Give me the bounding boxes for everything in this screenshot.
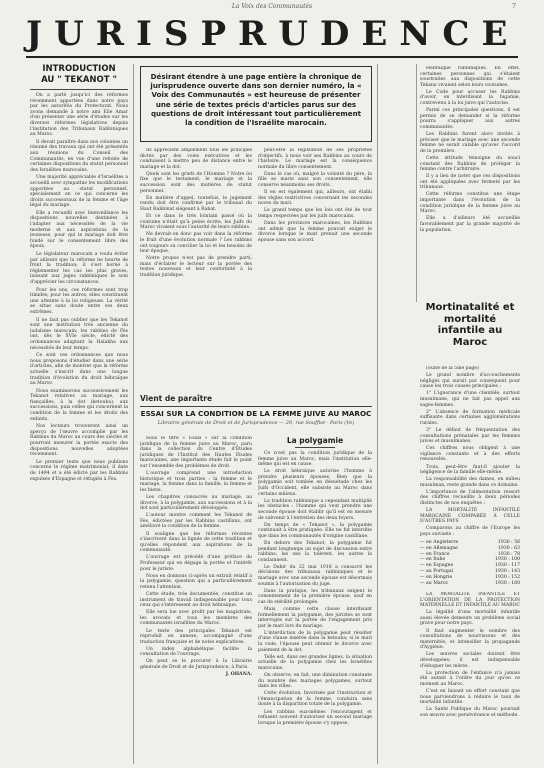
paragraph: Cette réforme constitue une étape importante dans l'évolution de la condition juridique de la femme juive au Maroc.	[420, 192, 520, 215]
paragraph: Une majorité appréciable d'Israélites a accueilli avec sympathie les modifications apportées au statut personnel, spécialement en ce qui concerne les droits successoraux de la femme et l'âge légal du mariage.	[30, 175, 128, 209]
rate-cell: 1930 : 117	[495, 563, 520, 569]
paragraph: Parmi ces principales questions, il est permis de se demander si la réforme pourra s'appliquer aux autres communautés.	[420, 108, 520, 130]
mortality-article-title: Mortinatalité et mortalité infantile au Maroc	[425, 302, 515, 348]
title-rule	[295, 447, 335, 448]
paragraph: Nous en donnons ci-après un extrait relatif à la polygamie, question qui a particulièrement retenu l'attention.	[140, 573, 252, 590]
paragraph: Cette évolution, favorisée par l'instruction et l'émancipation de la femme, conduira sans doute à la disparition totale de la polygamie.	[258, 691, 372, 708]
table-row	[420, 581, 520, 587]
rate-cell: 1930 : 63	[497, 545, 520, 551]
running-header	[0, 3, 544, 12]
rate-cell: 1930 : 143	[495, 568, 520, 574]
paragraph: On peut se le procurer à la Librairie générale de Droit et de Jurisprudence, à Paris.	[140, 659, 252, 671]
country-cell: — en France	[420, 551, 450, 557]
rate-cell: 1930 : 78	[497, 551, 520, 557]
paragraph: La tradition rabbinique a cependant multiplié les obstacles : l'homme qui veut prendre une seconde épouse doit établir qu'il est en mesure de subvenir à l'entretien des deux foyers.	[258, 498, 372, 521]
paragraph: 2° L'absence de formation médicale suffisante dans certaines agglomérations rurales.	[420, 409, 520, 426]
mortality-table	[420, 540, 520, 586]
paragraph: Il faut augmenter le nombre des consultations de nourrissons et des maternités, et intensifier la propagande d'hygiène.	[420, 628, 520, 651]
paragraph: C'est en faisant un effort constant que nous parviendrons à réduire le taux de mortalité infantile.	[420, 689, 520, 706]
paragraph: Les Rabbins furent alors invités à préciser que le mariage avec une seconde femme ne serait valable qu'avec l'accord de la première.	[420, 132, 520, 154]
paragraph: En matière d'appel, toutefois, le jugement rendu doit être confirmé par le tribunal du Haut Rabbinat siégeant à Rabat.	[140, 195, 252, 212]
paragraph: Cette étude, très documentée, constitue un instrument de travail indispensable pour tous ceux qui s'intéressent au droit hébraïque.	[140, 591, 252, 609]
paragraph: L'interdiction de la polygamie peut résulter d'une clause insérée dans la ketouba; si le mari la viole, l'épouse peut obtenir le divorce avec paiement de la dot.	[258, 630, 372, 653]
paragraph: Dans le cas où, malgré la volonté du père, la fille se marie sans son consentement, elle conserve néanmoins ses droits.	[258, 171, 372, 189]
paragraph: Le Code pour accuser les Rabbins d'avoir, en interdisant la bigamie, contrevenu à la loi juive qui l'autorise.	[420, 89, 520, 107]
rate-cell: 1930 : 56	[497, 540, 520, 545]
paragraph: Nos lecteurs trouveront ainsi un aperçu de l'œuvre accomplie par les Rabbins du Maroc au cours des siècles et pourront mesurer la portée exacte des dispositions nouvelles adoptées récemment.	[30, 424, 128, 458]
column-introduction	[30, 64, 128, 764]
paragraph: Les œuvres sociales doivent être développées; il est indispensable d'éduquer les mères.	[420, 652, 520, 669]
paragraph: Il devait paraître dans nos colonnes un résumé des travaux qui ont été présentés aux réunions du Conseil des Communautés, en vue d'une refonte de certaines dispositions du statut personnel des Israélites marocains.	[30, 139, 128, 173]
paragraph: Du temps de « Tekanot », la polygamie continuait à être pratiquée. Elle ne fut interdite que dans les communautés d'origine castillane.	[258, 522, 372, 539]
column-divider	[133, 64, 134, 764]
paragraph: Le grand temps que les lois ont été de tout temps respectées par les juifs marocains.	[258, 208, 372, 220]
book-announcement-header	[140, 409, 372, 433]
paragraph: LA MORTALITÉ INFANTILE ET L'ORIENTATION DE LA PROTECTION MATERNELLE ET INFANTILE AU MAROC	[420, 592, 520, 609]
paragraph: En dehors des Tekanot, la polygamie fut pendant longtemps un sujet de discussion entre rabbins; les uns la tolèrent, les autres la condamnent.	[258, 540, 372, 563]
paragraph: Ne devrait-on donc pas voir dans la réforme le fruit d'une évolution normale ? Les rabbins ont toujours su concilier la loi et les besoins de leur époque.	[140, 232, 252, 255]
paragraph: Un index alphabétique facilite la consultation de l'ouvrage.	[140, 646, 252, 658]
paragraph: On a parlé jusqu'ici des réformes récemment apportées dans notre pays par les autorités du Protectorat. Nous avons demandé à notre ami Elie Amar d'en présenter une série d'études sur les diverses réformes législatives depuis l'institution des Tribunaux Rabbiniques au Maroc.	[30, 93, 128, 138]
paragraph: Ces chiffres nous obligent à une vigilance constante et à des efforts renouvelés.	[420, 446, 520, 463]
rate-cell: 1930 : 180	[495, 580, 520, 586]
paragraph: L'importance de l'alimentation ressort des chiffres recueillis à deux périodes distinctes de nos enquêtes :	[420, 489, 520, 507]
paragraph: Les chapitres consacrés au mariage, au divorce, à la polygamie, aux successions et à la dot sont particulièrement développés.	[140, 494, 252, 512]
paragraph: Ce n'est pas la condition juridique de la femme juive au Maroc, mais l'institution elle-même qui est en cause.	[258, 451, 372, 468]
paragraph: Le Dahir du 22 mai 1918 a consacré les décisions des tribunaux rabbiniques et le mariage avec une seconde épouse est désormais soumis à l'autorisation du juge.	[258, 564, 372, 587]
article-body-introduction	[30, 93, 128, 482]
paragraph: Telle est, dans ses grandes lignes, la situation actuelle de la polygamie chez les Israélites marocains.	[258, 654, 372, 671]
column-2-upper	[140, 148, 252, 388]
country-cell: — en Espagne	[420, 563, 454, 569]
rate-cell: 1930 : 100	[495, 557, 520, 563]
country-cell: — au Portugal	[420, 568, 454, 574]
paragraph: Dans les provinces marocaines, les Rabbins ont admis que la femme pouvait exiger le divorce lorsque le mari prenait une seconde épouse sans son accord.	[258, 221, 372, 243]
review-signature: J. OHANA.	[225, 672, 252, 678]
paragraph: On observe, en fait, une diminution constante du nombre des mariages polygames, surtout dans les villes.	[258, 672, 372, 690]
polygamy-title: La polygamie	[286, 436, 344, 445]
country-cell: — en Hongrie	[420, 574, 453, 580]
header-publication: La Voix des Communautés	[231, 3, 313, 10]
editorial-notice-box	[140, 66, 372, 142]
paragraph: La légalité d'une mortalité infantile aussi élevée demeure un problème social grave pour notre pays.	[420, 610, 520, 627]
paragraph: 1° L'ignorance d'une clientèle, surtout musulmane, qui ne fait pas appel aux sages-femmes.	[420, 391, 520, 408]
paragraph: Le premier texte que nous publions concerne le régime matrimonial; il date de 1494 et a été édicté par les Rabbins expulsés d'Espagne et réfugiés à Fès.	[30, 459, 128, 482]
paragraph: Le texte des principales Tekanot est reproduit en annexe, accompagné d'une traduction française et de notes explicatives.	[140, 628, 252, 645]
paragraph: La responsabilité des dames, en milieu musulman, reste grande dans ce domaine.	[420, 477, 520, 488]
paragraph: LA MORTALITÉ INFANTILE MAROCAINE COMPARÉE À CELLE D'AUTRES PAYS	[420, 508, 520, 525]
paragraph: Pour les uns, ces réformes sont trop timides; pour les autres, elles constituent une atteinte à la loi religieuse. La vérité se situe sans doute entre ces deux extrêmes.	[30, 287, 128, 315]
paragraph: Quels sont les griefs de l'Homme ? Notre loi fixe que le testament, le mariage et la succession sont des matières de statut personnel.	[140, 171, 252, 194]
country-cell: — en Angleterre	[420, 540, 459, 545]
paragraph: Les rabbins eux-mêmes l'encouragent et refusent souvent d'autoriser un second mariage lorsque la première épouse s'y oppose.	[258, 709, 372, 726]
paragraph: Et ce dans le très lointain passé où la coutume n'était qu'à peine écrite, les Juifs du Maroc vivaient sous l'autorité de leurs rabbins.	[140, 214, 252, 231]
paragraph: Nous examinerons successivement les Tekanot relatives au mariage, aux fiançailles, à la dot (ketouba), aux successions, puis celles qui concernent la condition de la femme et les droits des enfants.	[30, 388, 128, 422]
paragraph: Le grand nombre d'accouchements négligés qui aurait par conséquent pour cause les trois causes principales :	[420, 373, 520, 390]
article-title-introduction: INTRODUCTION AU " TEKANOT "	[41, 64, 117, 85]
paragraph: Il en est également qui, ailleurs, ont établi des règles restrictives concernant les secondes noces du mari.	[258, 190, 372, 207]
paragraph: Il souligne que les réformes récentes s'inscrivent dans la lignée de cette tradition et qu'elles répondent aux aspirations de la communauté.	[140, 531, 252, 554]
title-rule	[30, 89, 128, 90]
editorial-notice-text: Désirant étendre à une page entière la chronique de jurisprudence ouverte dans son dernier numéro, la « Voix des Communautés » est heureuse de présenter une série de textes précis d'articles parus sur des questions de droit intéressant tout particulièrement la condition de l'Israélite marocain.	[150, 72, 362, 128]
paragraph: L'ouvrage est précédé d'une préface du Professeur qui en dégage la portée et l'intérêt pour le juriste.	[140, 555, 252, 572]
paragraph: Mais, comme cette clause interdisant formellement la polygamie, des juristes se sont interrogés sur la portée de l'engagement pris par le mari lors du mariage.	[258, 606, 372, 629]
column-3-upper	[258, 148, 372, 388]
paragraph: Elle a d'ailleurs été accueillie favorablement par la grande majorité de la population.	[420, 216, 520, 233]
mortality-article-continued	[420, 592, 520, 762]
paragraph: L'auteur montre comment les Tekanot de Fès, édictées par les Rabbins castillans, ont amélioré la condition de la femme.	[140, 513, 252, 530]
paragraph: Le droit hébraïque autorise l'homme à prendre plusieurs épouses. Bien que la polygamie soit tombée en désuétude chez les Juifs d'Occident, elle subsiste au Maroc dans certains milieux.	[258, 469, 372, 497]
section-title: JURISPRUDENCE	[26, 14, 520, 54]
mortality-article-body	[420, 366, 520, 538]
paragraph: (Suite de la 5me page)	[426, 366, 479, 371]
section-masthead	[26, 12, 518, 58]
country-cell: — en Allemagne	[420, 545, 458, 551]
paragraph: La protection de l'enfance n'a jamais été autant à l'ordre du jour qu'en ce moment au Maroc.	[420, 670, 520, 687]
paragraph: 3° Le défaut de fréquentation des consultations prénatales par les femmes juives et musulmanes.	[420, 427, 520, 445]
rate-cell: 1930 : 152	[495, 574, 520, 580]
paragraph: Ils apprécient amplement tous les principes dictés par des voies exécutives et les conduisent à mettre peu de distance entre le mariage et la dot.	[140, 148, 252, 170]
book-publisher: Librairie générale de Droit et de Jurisprudence — 20, rue Soufflot - Paris (Ve)	[157, 420, 355, 426]
paragraph: Notre propos n'est pas de prendre parti, mais d'éclairer le lecteur sur la portée des textes nouveaux et leur conformité à la tradition juridique.	[140, 256, 252, 278]
paragraph: Sous le titre « Essai » sur la condition juridique de la femme juive au Maroc, paru dans la collection du Centre d'Études juridiques de l'Institut des Hautes Études marocaines, une importante étude fait le point sur l'ensemble des problèmes de droit.	[140, 436, 252, 469]
paragraph: Comparons au chiffre de l'Europe les pays suivants :	[420, 526, 520, 538]
paragraph: Trois, peut-être faut-il ajouter la négligence de la famille elle-même.	[420, 464, 520, 476]
country-cell: — au Maroc	[420, 580, 449, 586]
column-divider	[377, 64, 378, 764]
new-publication-heading: Vient de paraître	[140, 393, 372, 407]
paragraph: Le législateur marocain a voulu éviter par ailleurs que la réforme ne heurte de front la tradition; il s'est borné à réglementer les cas les plus graves, laissant aux juges rabbiniques le soin d'apprécier les circonstances.	[30, 252, 128, 285]
book-review-body	[140, 436, 252, 762]
polygamy-section	[258, 436, 372, 762]
paragraph: Elle a recueilli avec bienveillance les dispositions nouvelles destinées à l'adapter aux nécessités de la vie moderne et aux aspirations de la jeunesse, pour qui le mariage doit être fondé sur le consentement libre des époux.	[30, 210, 128, 250]
header-page-number: 7	[512, 3, 516, 10]
paragraph: Elle sera lue avec profit par les magistrats, les avocats et tous les membres des communautés israélites du Maroc.	[140, 610, 252, 627]
paragraph: Il ne faut pas oublier que les Tekanot sont une institution très ancienne du judaïsme marocain; les rabbins de Fès ont, dès le XVIe siècle, édicté des ordonnances adaptant la Halakha aux nécessités de leur temps.	[30, 317, 128, 351]
paragraph: Dans la pratique, les tribunaux exigent le consentement de la première épouse, sauf en cas de stérilité prolongée.	[258, 588, 372, 605]
column-divider	[416, 64, 417, 302]
paragraph: La Santé Publique du Maroc poursuit son œuvre avec persévérance et méthode.	[420, 707, 520, 718]
paragraph: peut-être la législation de ses propriétés d'objectifs, à nous voir ses Rabbins au cours de l'histoire. Le mariage est la conséquence normale du libre consentement.	[258, 148, 372, 170]
paragraph: Cette attitude témoigne du souci constant des Rabbins de protéger la femme contre l'arbitraire.	[420, 155, 520, 173]
paragraph: Hebraïque rabbiniques. En effet, certaines personnes qui s'étaient soustraites aux dispositions de cette Tekana vivaient selon leurs coutumes.	[420, 66, 520, 88]
book-title: ESSAI SUR LA CONDITION DE LA FEMME JUIVE AU MAROC	[140, 409, 372, 418]
paragraph: Il y a lieu de noter que ces dispositions ont été appliquées avec fermeté par les tribunaux.	[420, 174, 520, 191]
column-5-upper	[420, 66, 520, 298]
paragraph: Ce sont ces ordonnances que nous nous proposons d'étudier dans une série d'articles, afin de montrer que la réforme actuelle s'inscrit dans une longue tradition d'évolution du droit hébraïque au Maroc.	[30, 353, 128, 387]
paragraph: L'ouvrage comprend une introduction historique et trois parties : la femme et le mariage, la femme dans la famille, la femme et les biens.	[140, 471, 252, 493]
country-cell: — en Italie	[420, 557, 446, 563]
